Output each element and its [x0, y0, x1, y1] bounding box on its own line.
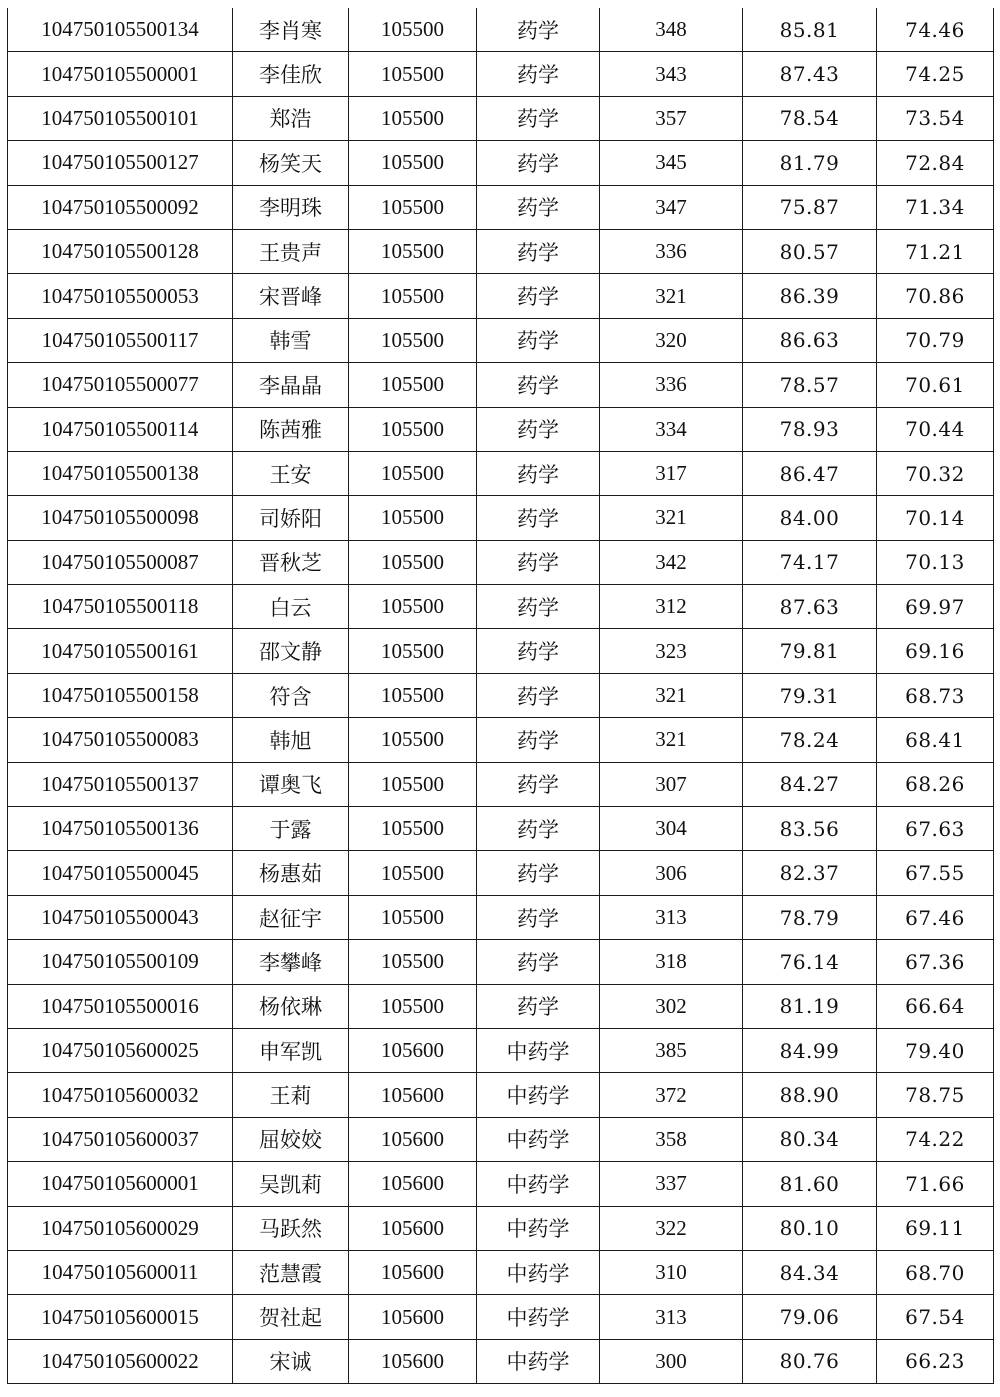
name-cell: 李肖寒 [233, 8, 349, 52]
table-row [8, 451, 994, 495]
interview-score-cell: 83.56 [743, 807, 877, 851]
interview-score-cell: 81.19 [743, 984, 877, 1028]
total-score-cell: 71.21 [877, 229, 994, 273]
name-cell: 范慧霞 [233, 1250, 349, 1294]
table-row [8, 540, 994, 584]
table-row [8, 1028, 994, 1072]
major-name-cell: 药学 [477, 718, 600, 762]
total-score-cell: 72.84 [877, 141, 994, 185]
exam-score-cell: 320 [600, 318, 743, 362]
total-score-cell: 67.63 [877, 807, 994, 851]
exam-score-cell: 347 [600, 185, 743, 229]
total-score-cell: 70.32 [877, 451, 994, 495]
candidate-id-cell: 104750105500128 [8, 229, 233, 273]
name-cell: 韩旭 [233, 718, 349, 762]
candidate-id-cell: 104750105500045 [8, 851, 233, 895]
name-cell: 杨惠茹 [233, 851, 349, 895]
interview-score-cell: 84.27 [743, 762, 877, 806]
interview-score-cell: 78.79 [743, 895, 877, 939]
candidate-id-cell: 104750105500087 [8, 540, 233, 584]
major-name-cell: 药学 [477, 851, 600, 895]
exam-score-cell: 345 [600, 141, 743, 185]
major-code-cell: 105500 [349, 96, 477, 140]
total-score-cell: 68.41 [877, 718, 994, 762]
exam-score-cell: 310 [600, 1250, 743, 1294]
candidate-id-cell: 104750105500117 [8, 318, 233, 362]
exam-score-cell: 313 [600, 1295, 743, 1339]
table-row [8, 96, 994, 140]
table-row [8, 1295, 994, 1339]
total-score-cell: 70.13 [877, 540, 994, 584]
major-code-cell: 105600 [349, 1295, 477, 1339]
exam-score-cell: 342 [600, 540, 743, 584]
name-cell: 杨依琳 [233, 984, 349, 1028]
table-row [8, 1250, 994, 1294]
major-code-cell: 105500 [349, 141, 477, 185]
major-name-cell: 药学 [477, 629, 600, 673]
interview-score-cell: 79.81 [743, 629, 877, 673]
admission-score-table [7, 8, 994, 1384]
table-row [8, 407, 994, 451]
major-name-cell: 药学 [477, 318, 600, 362]
candidate-id-cell: 104750105500114 [8, 407, 233, 451]
major-name-cell: 药学 [477, 407, 600, 451]
interview-score-cell: 84.34 [743, 1250, 877, 1294]
interview-score-cell: 81.60 [743, 1162, 877, 1206]
interview-score-cell: 74.17 [743, 540, 877, 584]
interview-score-cell: 81.79 [743, 141, 877, 185]
major-name-cell: 药学 [477, 673, 600, 717]
name-cell: 吴凯莉 [233, 1162, 349, 1206]
total-score-cell: 74.25 [877, 52, 994, 96]
total-score-cell: 69.97 [877, 585, 994, 629]
candidate-id-cell: 104750105500118 [8, 585, 233, 629]
major-code-cell: 105500 [349, 451, 477, 495]
total-score-cell: 71.66 [877, 1162, 994, 1206]
exam-score-cell: 321 [600, 496, 743, 540]
total-score-cell: 67.55 [877, 851, 994, 895]
total-score-cell: 68.73 [877, 673, 994, 717]
major-name-cell: 中药学 [477, 1250, 600, 1294]
major-code-cell: 105500 [349, 585, 477, 629]
major-name-cell: 药学 [477, 274, 600, 318]
major-name-cell: 药学 [477, 141, 600, 185]
major-code-cell: 105600 [349, 1250, 477, 1294]
major-code-cell: 105600 [349, 1117, 477, 1161]
major-code-cell: 105500 [349, 363, 477, 407]
major-name-cell: 药学 [477, 940, 600, 984]
candidate-id-cell: 104750105600037 [8, 1117, 233, 1161]
table-row [8, 8, 994, 52]
interview-score-cell: 88.90 [743, 1073, 877, 1117]
name-cell: 李晶晶 [233, 363, 349, 407]
interview-score-cell: 78.24 [743, 718, 877, 762]
candidate-id-cell: 104750105500138 [8, 451, 233, 495]
total-score-cell: 74.46 [877, 8, 994, 52]
interview-score-cell: 75.87 [743, 185, 877, 229]
interview-score-cell: 80.76 [743, 1339, 877, 1383]
interview-score-cell: 78.57 [743, 363, 877, 407]
major-name-cell: 药学 [477, 496, 600, 540]
candidate-id-cell: 104750105500136 [8, 807, 233, 851]
interview-score-cell: 79.06 [743, 1295, 877, 1339]
table-row [8, 185, 994, 229]
name-cell: 晋秋芝 [233, 540, 349, 584]
total-score-cell: 67.36 [877, 940, 994, 984]
name-cell: 杨笑天 [233, 141, 349, 185]
candidate-id-cell: 104750105500053 [8, 274, 233, 318]
name-cell: 马跃然 [233, 1206, 349, 1250]
exam-score-cell: 358 [600, 1117, 743, 1161]
candidate-id-cell: 104750105500127 [8, 141, 233, 185]
total-score-cell: 70.61 [877, 363, 994, 407]
major-code-cell: 105500 [349, 496, 477, 540]
table-row [8, 496, 994, 540]
major-name-cell: 药学 [477, 540, 600, 584]
table-row [8, 851, 994, 895]
major-name-cell: 中药学 [477, 1117, 600, 1161]
exam-score-cell: 343 [600, 52, 743, 96]
name-cell: 韩雪 [233, 318, 349, 362]
total-score-cell: 71.34 [877, 185, 994, 229]
major-name-cell: 中药学 [477, 1028, 600, 1072]
table-row [8, 274, 994, 318]
exam-score-cell: 321 [600, 673, 743, 717]
major-code-cell: 105600 [349, 1073, 477, 1117]
name-cell: 贺社起 [233, 1295, 349, 1339]
major-code-cell: 105500 [349, 851, 477, 895]
major-code-cell: 105500 [349, 540, 477, 584]
major-code-cell: 105500 [349, 895, 477, 939]
candidate-id-cell: 104750105500101 [8, 96, 233, 140]
exam-score-cell: 321 [600, 274, 743, 318]
interview-score-cell: 85.81 [743, 8, 877, 52]
interview-score-cell: 87.63 [743, 585, 877, 629]
table-row [8, 585, 994, 629]
interview-score-cell: 86.63 [743, 318, 877, 362]
major-name-cell: 药学 [477, 895, 600, 939]
exam-score-cell: 300 [600, 1339, 743, 1383]
major-name-cell: 中药学 [477, 1162, 600, 1206]
name-cell: 宋诚 [233, 1339, 349, 1383]
interview-score-cell: 80.57 [743, 229, 877, 273]
interview-score-cell: 87.43 [743, 52, 877, 96]
major-name-cell: 中药学 [477, 1206, 600, 1250]
interview-score-cell: 86.39 [743, 274, 877, 318]
candidate-id-cell: 104750105600032 [8, 1073, 233, 1117]
total-score-cell: 79.40 [877, 1028, 994, 1072]
exam-score-cell: 348 [600, 8, 743, 52]
table-row [8, 629, 994, 673]
major-name-cell: 中药学 [477, 1073, 600, 1117]
major-code-cell: 105500 [349, 940, 477, 984]
name-cell: 符含 [233, 673, 349, 717]
table-row [8, 363, 994, 407]
major-code-cell: 105500 [349, 318, 477, 362]
candidate-id-cell: 104750105600015 [8, 1295, 233, 1339]
total-score-cell: 70.79 [877, 318, 994, 362]
major-code-cell: 105500 [349, 229, 477, 273]
major-name-cell: 中药学 [477, 1295, 600, 1339]
table-row [8, 940, 994, 984]
major-code-cell: 105500 [349, 984, 477, 1028]
table-row [8, 762, 994, 806]
table-row [8, 1206, 994, 1250]
table-row [8, 1339, 994, 1383]
major-code-cell: 105500 [349, 629, 477, 673]
major-code-cell: 105500 [349, 274, 477, 318]
table-row [8, 718, 994, 762]
total-score-cell: 69.16 [877, 629, 994, 673]
name-cell: 邵文静 [233, 629, 349, 673]
exam-score-cell: 322 [600, 1206, 743, 1250]
major-code-cell: 105500 [349, 762, 477, 806]
table-row [8, 52, 994, 96]
candidate-id-cell: 104750105500043 [8, 895, 233, 939]
candidate-id-cell: 104750105500077 [8, 363, 233, 407]
table-row [8, 807, 994, 851]
major-name-cell: 药学 [477, 984, 600, 1028]
exam-score-cell: 336 [600, 363, 743, 407]
exam-score-cell: 334 [600, 407, 743, 451]
interview-score-cell: 86.47 [743, 451, 877, 495]
table-row [8, 1073, 994, 1117]
interview-score-cell: 78.54 [743, 96, 877, 140]
total-score-cell: 69.11 [877, 1206, 994, 1250]
major-name-cell: 药学 [477, 229, 600, 273]
name-cell: 李佳欣 [233, 52, 349, 96]
name-cell: 宋晋峰 [233, 274, 349, 318]
total-score-cell: 67.46 [877, 895, 994, 939]
candidate-id-cell: 104750105500137 [8, 762, 233, 806]
name-cell: 屈姣姣 [233, 1117, 349, 1161]
total-score-cell: 68.70 [877, 1250, 994, 1294]
candidate-id-cell: 104750105600029 [8, 1206, 233, 1250]
total-score-cell: 67.54 [877, 1295, 994, 1339]
exam-score-cell: 385 [600, 1028, 743, 1072]
candidate-id-cell: 104750105600001 [8, 1162, 233, 1206]
total-score-cell: 78.75 [877, 1073, 994, 1117]
major-name-cell: 药学 [477, 585, 600, 629]
candidate-id-cell: 104750105600011 [8, 1250, 233, 1294]
table-row [8, 318, 994, 362]
candidate-id-cell: 104750105500001 [8, 52, 233, 96]
exam-score-cell: 372 [600, 1073, 743, 1117]
candidate-id-cell: 104750105500016 [8, 984, 233, 1028]
interview-score-cell: 78.93 [743, 407, 877, 451]
total-score-cell: 73.54 [877, 96, 994, 140]
major-code-cell: 105500 [349, 718, 477, 762]
candidate-id-cell: 104750105500098 [8, 496, 233, 540]
exam-score-cell: 313 [600, 895, 743, 939]
interview-score-cell: 76.14 [743, 940, 877, 984]
major-name-cell: 药学 [477, 363, 600, 407]
major-name-cell: 药学 [477, 807, 600, 851]
candidate-id-cell: 104750105500083 [8, 718, 233, 762]
name-cell: 王安 [233, 451, 349, 495]
major-code-cell: 105500 [349, 8, 477, 52]
total-score-cell: 66.64 [877, 984, 994, 1028]
name-cell: 郑浩 [233, 96, 349, 140]
total-score-cell: 70.86 [877, 274, 994, 318]
name-cell: 谭奥飞 [233, 762, 349, 806]
major-name-cell: 药学 [477, 8, 600, 52]
major-code-cell: 105500 [349, 407, 477, 451]
exam-score-cell: 306 [600, 851, 743, 895]
major-name-cell: 药学 [477, 52, 600, 96]
interview-score-cell: 80.10 [743, 1206, 877, 1250]
table-row [8, 1162, 994, 1206]
name-cell: 于露 [233, 807, 349, 851]
total-score-cell: 74.22 [877, 1117, 994, 1161]
exam-score-cell: 312 [600, 585, 743, 629]
interview-score-cell: 84.00 [743, 496, 877, 540]
table-row [8, 673, 994, 717]
candidate-id-cell: 104750105500158 [8, 673, 233, 717]
candidate-id-cell: 104750105600025 [8, 1028, 233, 1072]
name-cell: 司娇阳 [233, 496, 349, 540]
exam-score-cell: 321 [600, 718, 743, 762]
candidate-id-cell: 104750105500134 [8, 8, 233, 52]
interview-score-cell: 79.31 [743, 673, 877, 717]
exam-score-cell: 323 [600, 629, 743, 673]
interview-score-cell: 82.37 [743, 851, 877, 895]
total-score-cell: 70.14 [877, 496, 994, 540]
exam-score-cell: 317 [600, 451, 743, 495]
exam-score-cell: 302 [600, 984, 743, 1028]
name-cell: 李明珠 [233, 185, 349, 229]
exam-score-cell: 337 [600, 1162, 743, 1206]
name-cell: 陈茜雅 [233, 407, 349, 451]
total-score-cell: 70.44 [877, 407, 994, 451]
name-cell: 申军凯 [233, 1028, 349, 1072]
total-score-cell: 68.26 [877, 762, 994, 806]
major-code-cell: 105600 [349, 1028, 477, 1072]
major-name-cell: 药学 [477, 762, 600, 806]
candidate-id-cell: 104750105500109 [8, 940, 233, 984]
candidate-id-cell: 104750105500092 [8, 185, 233, 229]
table-body [8, 8, 994, 1384]
table-row [8, 229, 994, 273]
major-name-cell: 药学 [477, 451, 600, 495]
exam-score-cell: 357 [600, 96, 743, 140]
table-row [8, 141, 994, 185]
name-cell: 李攀峰 [233, 940, 349, 984]
total-score-cell: 66.23 [877, 1339, 994, 1383]
interview-score-cell: 80.34 [743, 1117, 877, 1161]
table-row [8, 895, 994, 939]
candidate-id-cell: 104750105600022 [8, 1339, 233, 1383]
major-name-cell: 中药学 [477, 1339, 600, 1383]
exam-score-cell: 336 [600, 229, 743, 273]
major-name-cell: 药学 [477, 185, 600, 229]
table-row [8, 984, 994, 1028]
exam-score-cell: 318 [600, 940, 743, 984]
major-code-cell: 105600 [349, 1162, 477, 1206]
interview-score-cell: 84.99 [743, 1028, 877, 1072]
exam-score-cell: 304 [600, 807, 743, 851]
major-name-cell: 药学 [477, 96, 600, 140]
major-code-cell: 105500 [349, 673, 477, 717]
exam-score-cell: 307 [600, 762, 743, 806]
major-code-cell: 105500 [349, 185, 477, 229]
major-code-cell: 105600 [349, 1206, 477, 1250]
major-code-cell: 105600 [349, 1339, 477, 1383]
major-code-cell: 105500 [349, 807, 477, 851]
major-code-cell: 105500 [349, 52, 477, 96]
name-cell: 王贵声 [233, 229, 349, 273]
name-cell: 赵征宇 [233, 895, 349, 939]
candidate-id-cell: 104750105500161 [8, 629, 233, 673]
name-cell: 王莉 [233, 1073, 349, 1117]
table-row [8, 1117, 994, 1161]
name-cell: 白云 [233, 585, 349, 629]
